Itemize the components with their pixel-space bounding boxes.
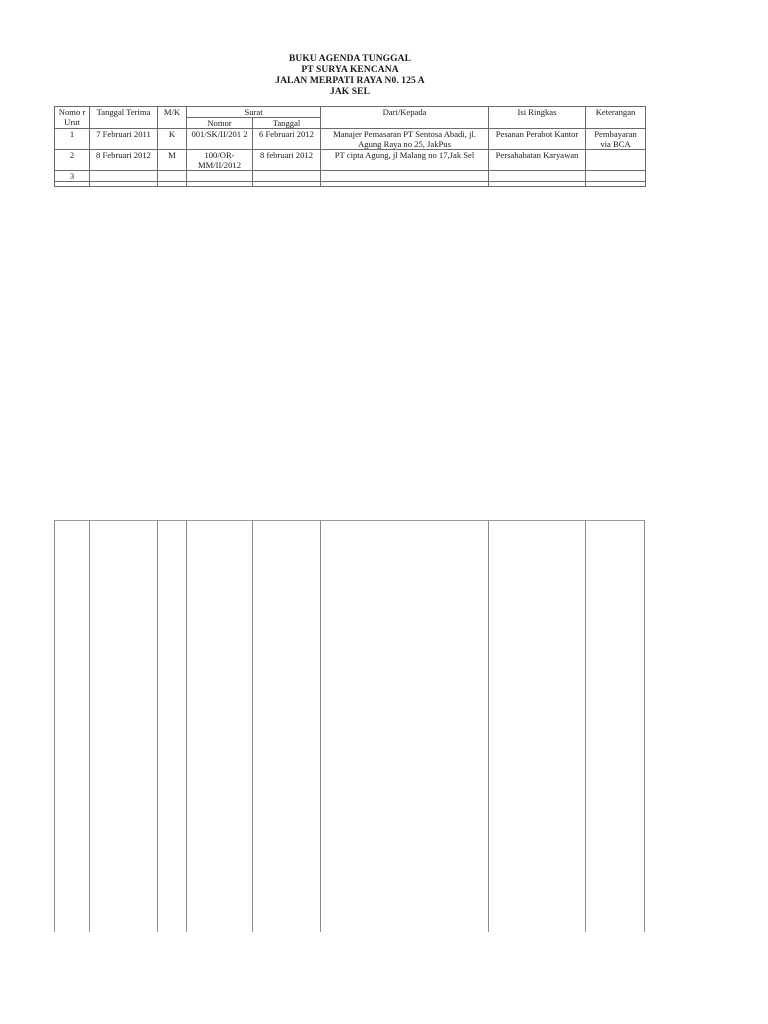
grid-column-line (157, 520, 158, 932)
header-surat-tanggal: Tanggal (253, 118, 321, 129)
grid-column-line (644, 520, 645, 932)
header-surat-nomor: Nomor (187, 118, 253, 129)
grid-column-line (54, 520, 55, 932)
cell-nomor: 100/OR-MM/II/2012 (187, 150, 253, 171)
cell-empty (489, 182, 586, 187)
cell-tanggal: 6 Februari 2012 (253, 129, 321, 150)
table-header-row (55, 107, 646, 118)
header-dari-kepada: Dari/Kepada (321, 107, 489, 129)
header-nomor-urut: Nomo r Urut (55, 107, 90, 129)
cell-isi-ringkas: Pesanan Perabot Kantor (489, 129, 586, 150)
header-isi-ringkas: Isi Ringkas (489, 107, 586, 129)
cell-mk: M (158, 150, 187, 171)
cell-keterangan: Pembayaran via BCA (586, 129, 646, 150)
grid-column-line (585, 520, 586, 932)
cell-isi-ringkas (489, 171, 586, 182)
agenda-table (54, 106, 646, 187)
grid-top-border (54, 520, 645, 521)
cell-isi-ringkas: Persahabatan Karyawan (489, 150, 586, 171)
header-surat: Surat (187, 107, 321, 118)
grid-column-line (488, 520, 489, 932)
cell-no: 3 (55, 171, 90, 182)
table-row (55, 171, 646, 182)
cell-tanggal: 8 februari 2012 (253, 150, 321, 171)
cell-tanggal (253, 171, 321, 182)
cell-dari-kepada (321, 171, 489, 182)
blank-table-continuation (54, 520, 645, 932)
table-row-empty (55, 182, 646, 187)
cell-empty (321, 182, 489, 187)
cell-nomor: 001/SK/II/201 2 (187, 129, 253, 150)
cell-tanggal-terima: 8 Februari 2012 (90, 150, 158, 171)
cell-empty (90, 182, 158, 187)
cell-empty (586, 182, 646, 187)
header-mk: M/K (158, 107, 187, 129)
cell-empty (158, 182, 187, 187)
grid-column-line (89, 520, 90, 932)
header-address: JALAN MERPATI RAYA N0. 125 A (275, 76, 425, 86)
cell-tanggal-terima: 7 Februari 2011 (90, 129, 158, 150)
cell-empty (187, 182, 253, 187)
cell-nomor (187, 171, 253, 182)
cell-no: 2 (55, 150, 90, 171)
table-row (55, 150, 646, 171)
grid-column-line (252, 520, 253, 932)
header-title: BUKU AGENDA TUNGGAL (288, 54, 412, 64)
cell-dari-kepada: PT cipta Agung, jl Malang no 17,Jak Sel (321, 150, 489, 171)
document-header (0, 54, 700, 98)
cell-mk: K (158, 129, 187, 150)
grid-column-line (320, 520, 321, 932)
header-tanggal-terima: Tanggal Terima (90, 107, 158, 129)
header-company: PT SURYA KENCANA (301, 65, 399, 75)
cell-dari-kepada: Manajer Pemasaran PT Sentosa Abadi, jl. Agung Raya no 25, JakPus (321, 129, 489, 150)
cell-mk (158, 171, 187, 182)
cell-keterangan (586, 171, 646, 182)
cell-tanggal-terima (90, 171, 158, 182)
header-keterangan: Keterangan (586, 107, 646, 129)
cell-empty (253, 182, 321, 187)
cell-keterangan (586, 150, 646, 171)
grid-column-line (186, 520, 187, 932)
table-row (55, 129, 646, 150)
cell-no: 1 (55, 129, 90, 150)
cell-empty (55, 182, 90, 187)
header-city: JAK SEL (329, 87, 371, 97)
